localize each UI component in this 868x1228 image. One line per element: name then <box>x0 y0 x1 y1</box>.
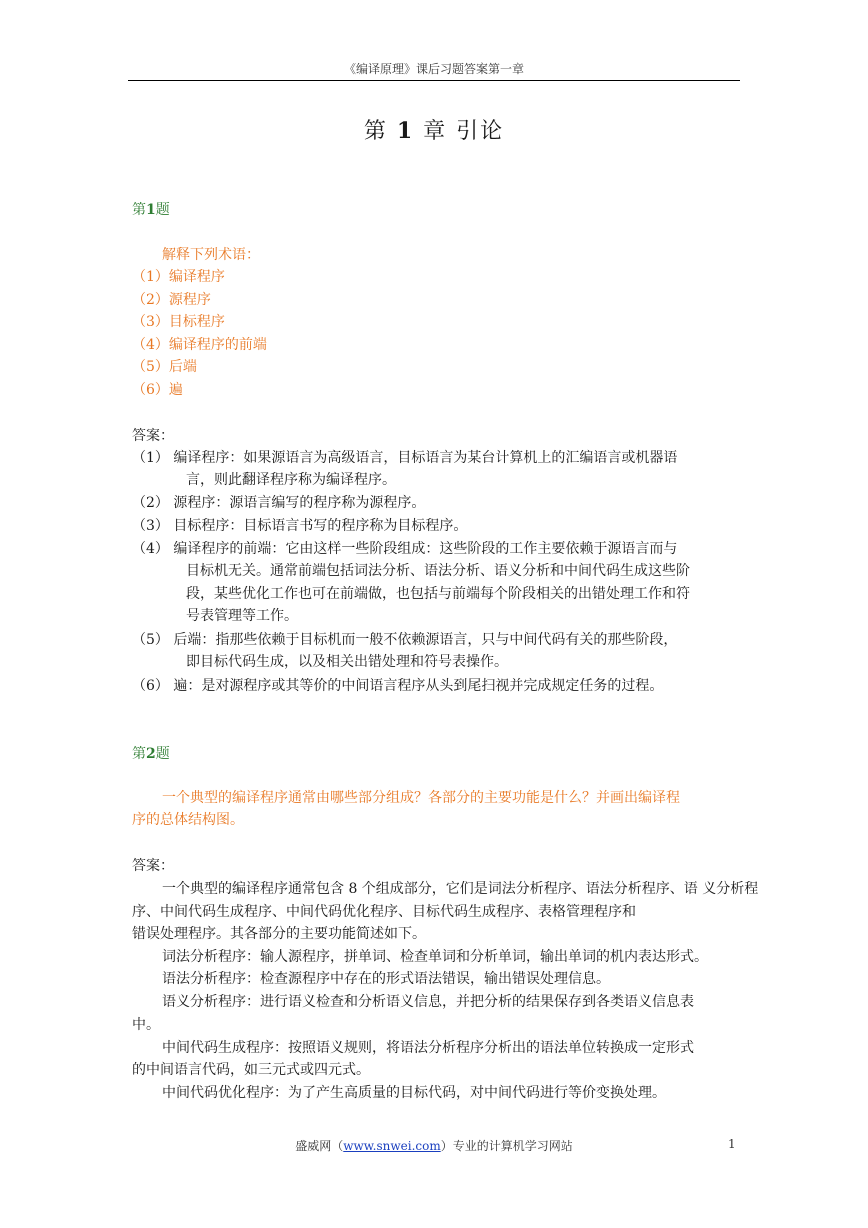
q1-term-item: （5）后端 <box>132 359 197 375</box>
q1-term-item: （1）编译程序 <box>132 269 225 285</box>
q1-answer-line: （3） 目标程序：目标语言书写的程序称为目标程序。 <box>132 518 468 534</box>
page-footer <box>128 1137 740 1154</box>
q1-label-suffix: 题 <box>155 202 170 218</box>
q1-term-item: （2）源程序 <box>132 292 211 308</box>
q2-answer-line: 中间代码优化程序：为了产生高质量的目标代码，对中间代码进行等价变换处理。 <box>162 1085 666 1101</box>
q1-answer-line: 号表管理等工作。 <box>186 608 298 624</box>
q2-answer-line: 的中间语言代码，如三元式或四元式。 <box>132 1062 370 1078</box>
q2-answer-line: 错误处理程序。其各部分的主要功能简述如下。 <box>132 926 426 942</box>
q1-answer-line: （4） 编译程序的前端：它由这样一些阶段组成：这些阶段的工作主要依赖于源语言而与 <box>132 541 678 557</box>
chapter-number: 1 <box>396 118 415 144</box>
q2-answer-line: 中间代码生成程序：按照语义规则，将语法分析程序分析出的语法单位转换成一定形式 <box>162 1040 694 1056</box>
q2-label-number: 2 <box>146 746 156 762</box>
question-2-label <box>132 743 170 763</box>
q1-term-item: （3）目标程序 <box>132 314 225 330</box>
q1-label-number: 1 <box>146 202 156 218</box>
q1-answer-line: （6） 遍：是对源程序或其等价的中间语言程序从头到尾扫视并完成规定任务的过程。 <box>132 678 664 694</box>
footer-text-after: ）专业的计算机学习网站 <box>440 1139 573 1153</box>
footer-site-link[interactable]: www.snwei.com <box>343 1139 441 1153</box>
page-number: 1 <box>728 1137 736 1151</box>
q1-answer-line: （1） 编译程序：如果源语言为高级语言，目标语言为某台计算机上的汇编语言或机器语 <box>132 450 678 466</box>
q1-answer-line: 目标机无关。通常前端包括词法分析、语法分析、语义分析和中间代码生成这些阶 <box>186 563 690 579</box>
q2-answer-line: 语法分析程序：检查源程序中存在的形式语法错误，输出错误处理信息。 <box>162 971 610 987</box>
q1-answer-line: （2） 源程序：源语言编写的程序称为源程序。 <box>132 495 426 511</box>
q2-answer-line: 序、中间代码生成程序、中间代码优化程序、目标代码生成程序、表格管理程序和 <box>132 904 636 920</box>
chapter-suffix: 章 引论 <box>423 119 505 144</box>
q1-answer-line: 段，某些优化工作也可在前端做，也包括与前端每个阶段相关的出错处理工作和符 <box>186 586 690 602</box>
page-header: 《编译原理》课后习题答案第一章 <box>343 62 524 76</box>
q2-label-prefix: 第 <box>132 746 146 762</box>
q1-label-prefix: 第 <box>132 202 146 218</box>
question-2-prompt-line: 一个典型的编译程序通常由哪些部分组成？各部分的主要功能是什么？并画出编译程 <box>162 790 680 806</box>
q2-label-suffix: 题 <box>155 746 170 762</box>
q2-answer-line: 中。 <box>132 1017 160 1033</box>
footer-text-before: 盛威网（ <box>295 1139 344 1153</box>
question-1-answer-label: 答案： <box>132 428 174 444</box>
q1-answer-line: 即目标代码生成，以及相关出错处理和符号表操作。 <box>186 654 508 670</box>
question-2-prompt-line: 序的总体结构图。 <box>132 812 244 828</box>
q1-term-item: （4）编译程序的前端 <box>132 337 267 353</box>
q2-answer-line: 一个典型的编译程序通常包含 8 个组成部分，它们是词法分析程序、语法分析程序、语 义分析程 <box>162 881 759 897</box>
header-divider <box>128 80 740 81</box>
chapter-prefix: 第 <box>363 119 388 144</box>
question-1-label <box>132 199 170 219</box>
q2-answer-line: 词法分析程序：输人源程序，拼单词、检查单词和分析单词，输出单词的机内表达形式。 <box>162 949 708 965</box>
q2-answer-line: 语义分析程序：进行语义检查和分析语义信息，并把分析的结果保存到各类语义信息表 <box>162 994 694 1010</box>
q1-term-item: （6）遍 <box>132 382 183 398</box>
chapter-title <box>0 114 868 145</box>
q1-answer-line: 言，则此翻译程序称为编译程序。 <box>186 472 396 488</box>
question-1-prompt: 解释下列术语： <box>162 247 260 263</box>
q1-answer-line: （5） 后端：指那些依赖于目标机而一般不依赖源语言，只与中间代码有关的那些阶段， <box>132 632 678 648</box>
question-2-answer-label: 答案： <box>132 858 174 874</box>
